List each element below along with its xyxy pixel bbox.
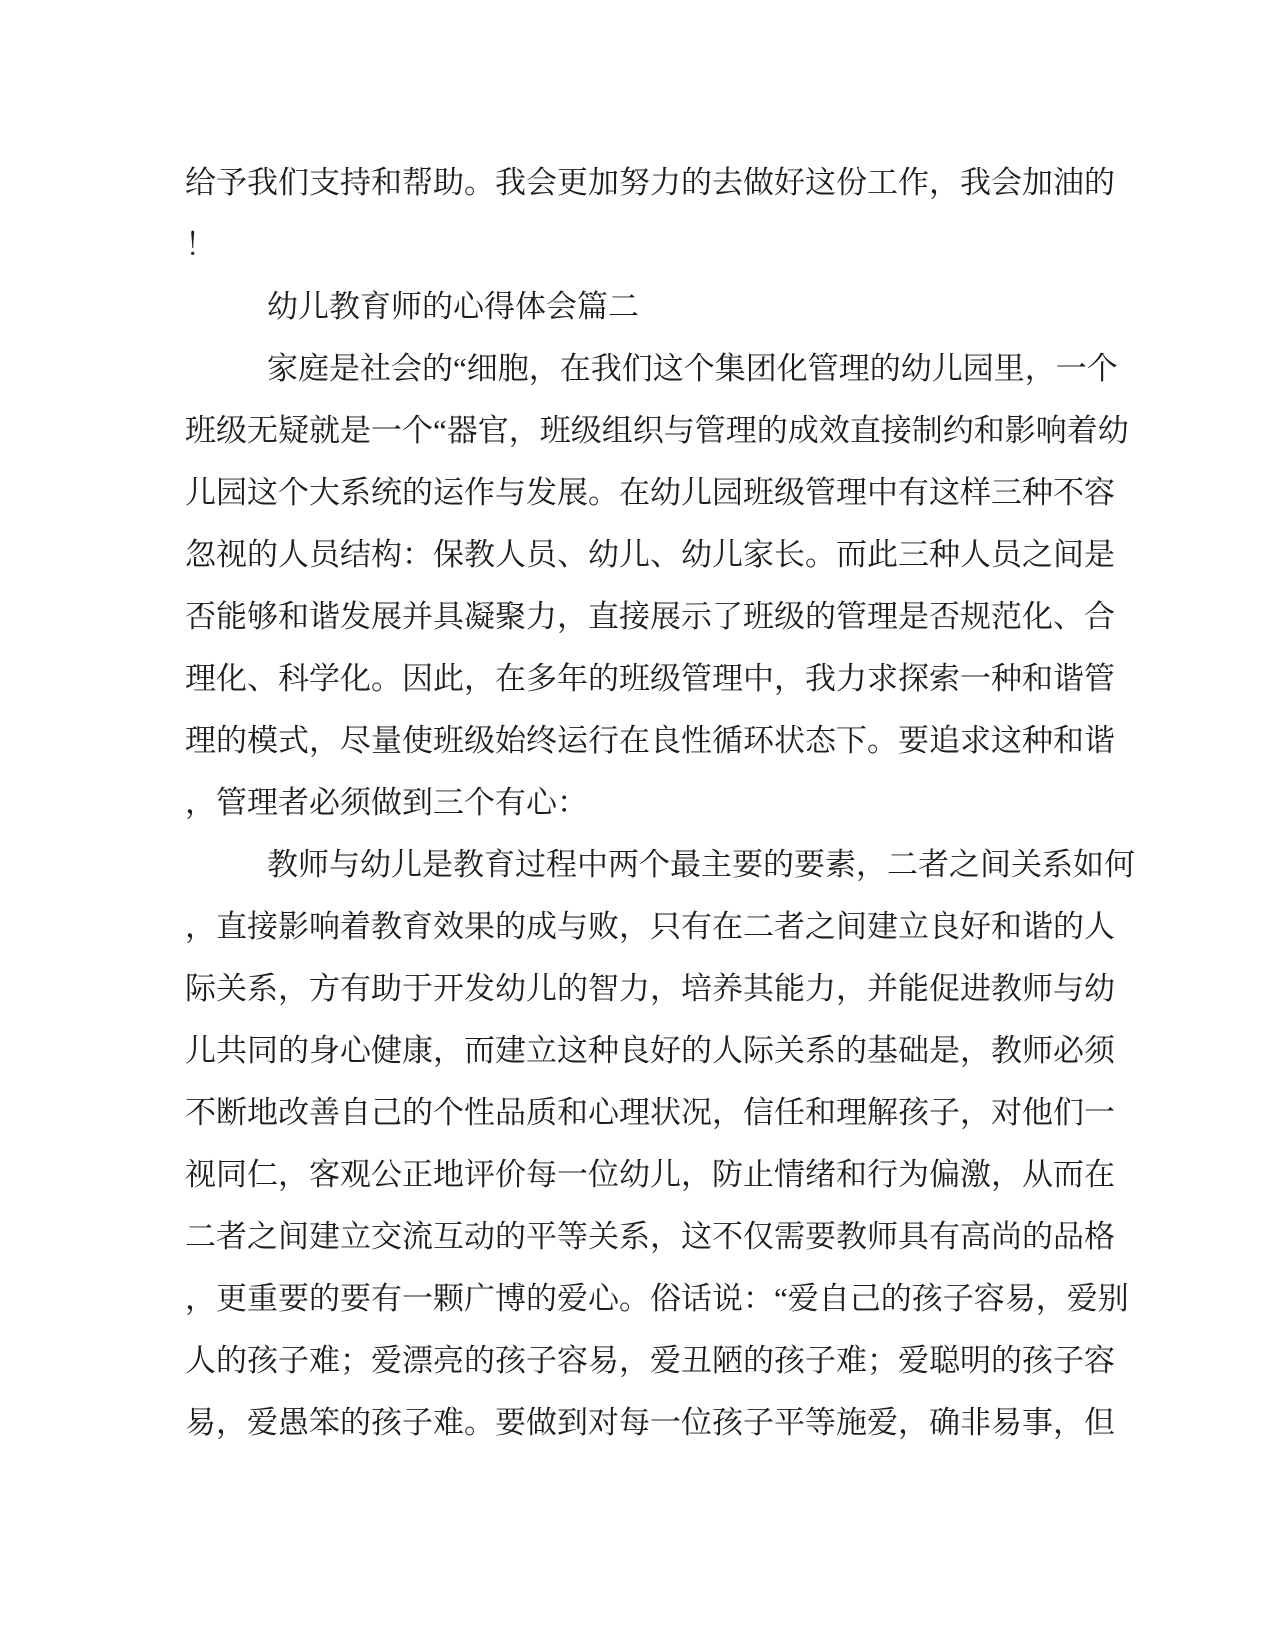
text-line: ，更重要的要有一颗广博的爱心。俗话说：“爱自己的孩子容易，爱别 [185, 1281, 1129, 1316]
text-line: ，管理者必须做到三个有心： [185, 785, 588, 820]
text-line: 儿园这个大系统的运作与发展。在幼儿园班级管理中有这样三种不容 [185, 475, 1115, 510]
text-line: 视同仁，客观公正地评价每一位幼儿，防止情绪和行为偏激，从而在 [185, 1157, 1115, 1192]
text-line: 教师与幼儿是教育过程中两个最主要的要素，二者之间关系如何 [267, 847, 1135, 882]
document-text-block [185, 152, 1135, 1454]
text-line: 班级无疑就是一个“器官，班级组织与管理的成效直接制约和影响着幼 [185, 413, 1129, 448]
text-line: 理的模式，尽量使班级始终运行在良性循环状态下。要追求这种和谐 [185, 723, 1115, 758]
text-line: 不断地改善自己的个性品质和心理状况，信任和理解孩子，对他们一 [185, 1095, 1115, 1130]
text-line: 给予我们支持和帮助。我会更加努力的去做好这份工作，我会加油的 [185, 165, 1115, 200]
text-line: 否能够和谐发展并具凝聚力，直接展示了班级的管理是否规范化、合 [185, 599, 1115, 634]
text-line: 儿共同的身心健康，而建立这种良好的人际关系的基础是，教师必须 [185, 1033, 1115, 1068]
text-line: 二者之间建立交流互动的平等关系，这不仅需要教师具有高尚的品格 [185, 1219, 1115, 1254]
text-line: ，直接影响着教育效果的成与败，只有在二者之间建立良好和谐的人 [185, 909, 1115, 944]
text-line: 人的孩子难；爱漂亮的孩子容易，爱丑陋的孩子难；爱聪明的孩子容 [185, 1343, 1115, 1378]
text-line: 理化、科学化。因此，在多年的班级管理中，我力求探索一种和谐管 [185, 661, 1115, 696]
text-line: 际关系，方有助于开发幼儿的智力，培养其能力，并能促进教师与幼 [185, 971, 1115, 1006]
text-line: 家庭是社会的“细胞，在我们这个集团化管理的幼儿园里，一个 [267, 351, 1118, 386]
text-line: ！ [185, 227, 216, 262]
text-line: 忽视的人员结构：保教人员、幼儿、幼儿家长。而此三种人员之间是 [185, 537, 1115, 572]
text-line: 幼儿教育师的心得体会篇二 [267, 289, 639, 324]
text-line: 易，爱愚笨的孩子难。要做到对每一位孩子平等施爱，确非易事，但 [185, 1405, 1115, 1440]
